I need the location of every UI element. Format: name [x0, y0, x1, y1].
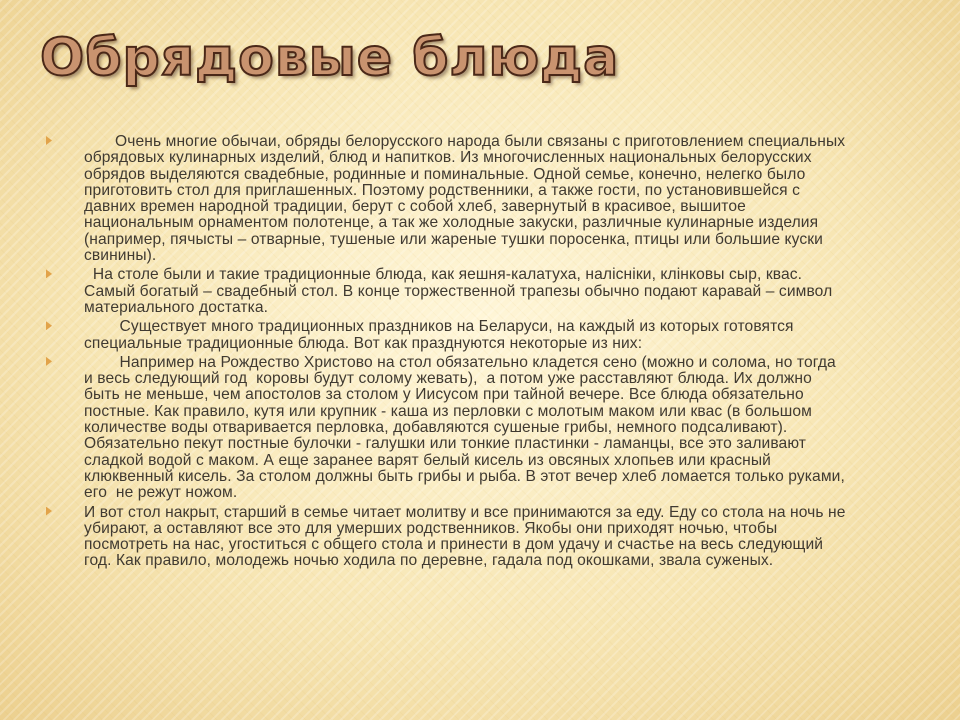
paragraph-4: [46, 353, 850, 502]
slide-title: Обрядовые блюда: [40, 28, 620, 88]
bullet-icon: [46, 507, 52, 516]
paragraph-3-text: Существует много традиционных праздников на Беларуси, на каждый из которых готовятся специальные традиционные блюда. Вот как празднуются некоторые из них:: [84, 318, 799, 352]
bullet-icon: [46, 136, 52, 145]
paragraph-5: [46, 503, 850, 570]
paragraph-2-text: На столе были и такие традиционные блюда, как яешня-калатуха, налісніки, клінковы сыр, квас. Самый богатый – свадебный стол. В конце торжественной трапезы обычно подают каравай – символ материального достатка.: [84, 266, 837, 316]
bullet-icon: [46, 357, 52, 366]
paragraph-1: [46, 133, 850, 265]
paragraph-1-text: Очень многие обычаи, обряды белорусского народа были связаны с приготовлением специальных обрядовых кулинарных изделий, блюд и напитков. Из многочисленных национальных белорусских обрядов выделяются свадебные, родинные и поминальные. Одной семье, конечно, нелегко было приготовить стол для приглашенных. Поэтому родственники, а также гости, по установившейся с давних времен народной традиции, берут с собой хлеб, завернутый в красивое, вышитое национальным орнаментом полотенце, а так же холодные закуски, различные кулинарные изделия (например, пячысты – отварные, тушеные или жареные тушки поросенка, птицы или большие куски свинины).: [84, 133, 850, 265]
paragraph-4-text: Например на Рождество Христово на стол обязательно кладется сено (можно и солома, но тогда и весь следующий год коровы будут солому жевать), а потом уже расставляют блюда. Их должно быть не меньше, чем апостолов за столом у Иисусом при тайной вечере. Все блюда обязательно постные. Как правило, кутя или крупник - каша из перловки с молотым маком или квас (в большом количестве воды отваривается перловка, добавляются сушеные грибы, немного подсаливают). Обязательно пекут постные булочки - галушки или тонкие пластинки - ламанцы, все это заливают сладкой водой с маком. А еще заранее варят белый кисель из овсяных хлопьев или красный клюквенный кисель. За столом должны быть грибы и рыба. В этот вечер хлеб ломается только руками, его не режут ножом.: [84, 353, 850, 502]
paragraph-2: [46, 267, 846, 316]
bullet-icon: [46, 269, 52, 278]
paragraph-5-text: И вот стол накрыт, старший в семье читает молитву и все принимаются за еду. Еду со стола на ночь не убирают, а оставляют все это для умерших родственников. Якобы они приходят ночью, чтобы посмотреть на нас, угоститься с общего стола и принести в дом удачу и счастье на весь следующий год. Как правило, молодежь ночью ходила по деревне, гадала под окошками, звала суженых.: [84, 503, 850, 570]
bullet-icon: [46, 321, 52, 330]
paragraph-3: [46, 319, 846, 352]
slide-body: [46, 133, 850, 573]
